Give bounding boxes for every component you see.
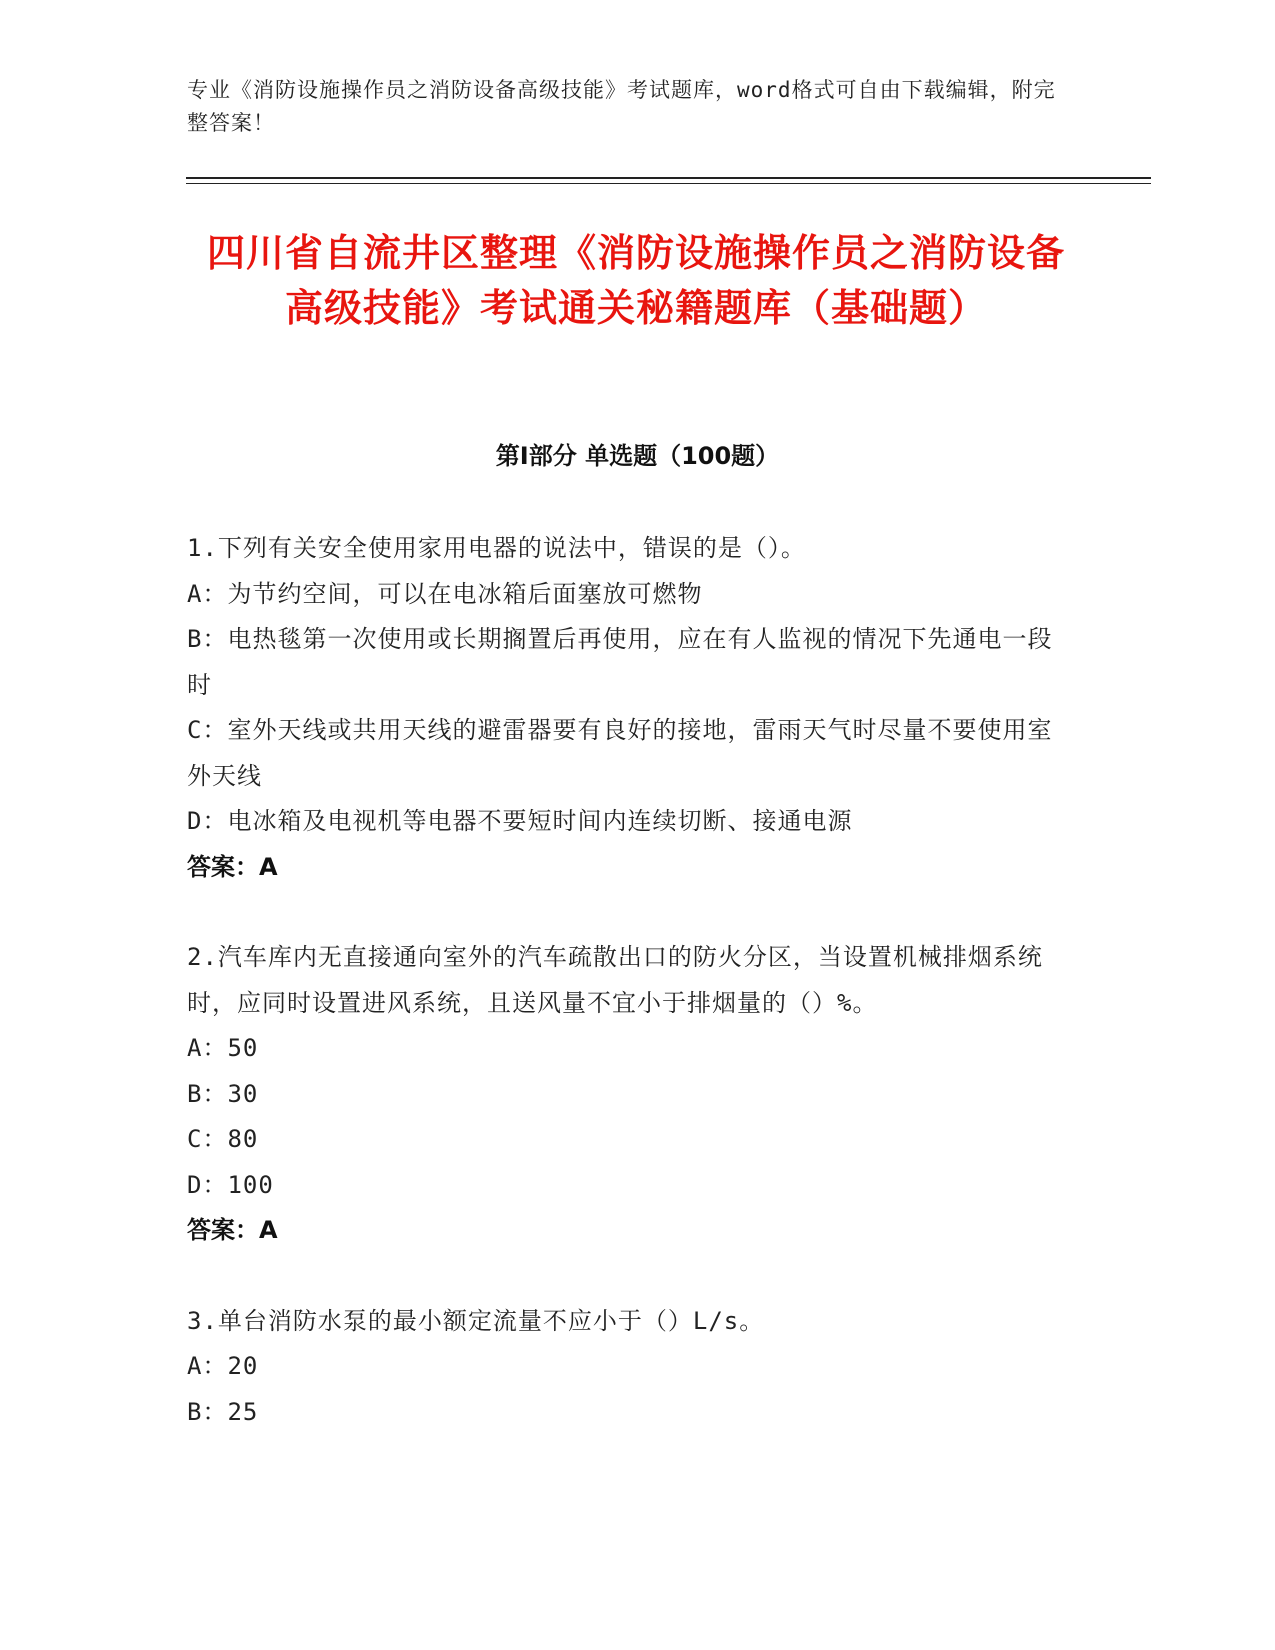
option-a: A：为节约空间，可以在电冰箱后面塞放可燃物 — [187, 579, 703, 608]
answer-line: 答案：A — [187, 1216, 278, 1244]
question-stem: 3.单台消防水泵的最小额定流量不应小于（）L/s。 — [187, 1306, 765, 1335]
question-stem: 1.下列有关安全使用家用电器的说法中，错误的是（）。 — [187, 534, 806, 562]
option-b: B：电热毯第一次使用或长期搁置后再使用，应在有人监视的情况下先通电一段时 — [187, 625, 1053, 699]
header-note: 专业《消防设施操作员之消防设备高级技能》考试题库，word格式可自由下载编辑，附完整答案！ — [187, 78, 1056, 135]
option-d: D：100 — [187, 1170, 274, 1199]
section-title: 第I部分 单选题（100题） — [495, 442, 780, 470]
document-title: 四川省自流井区整理《消防设施操作员之消防设备高级技能》考试通关秘籍题库（基础题） — [206, 231, 1065, 330]
option-a: A：20 — [187, 1352, 259, 1380]
option-c: C：室外天线或共用天线的避雷器要有良好的接地，雷雨天气时尽量不要使用室外天线 — [187, 716, 1053, 790]
header-rule-thick — [186, 177, 1151, 179]
question-list — [187, 526, 1067, 1480]
answer-line: 答案：A — [187, 852, 278, 881]
option-c: C：80 — [187, 1125, 259, 1153]
option-b: B：25 — [187, 1397, 259, 1426]
option-b: B：30 — [187, 1079, 259, 1108]
option-d: D：电冰箱及电视机等电器不要短时间内连续切断、接通电源 — [187, 807, 853, 835]
question-item — [187, 1299, 1067, 1436]
question-stem: 2.汽车库内无直接通向室外的汽车疏散出口的防火分区，当设置机械排烟系统时，应同时设置进风系统，且送风量不宜小于排烟量的（）%。 — [187, 943, 1043, 1017]
option-a: A：50 — [187, 1034, 259, 1062]
header-rule-thin — [186, 183, 1151, 184]
question-item — [187, 526, 1067, 890]
question-item — [187, 935, 1067, 1254]
